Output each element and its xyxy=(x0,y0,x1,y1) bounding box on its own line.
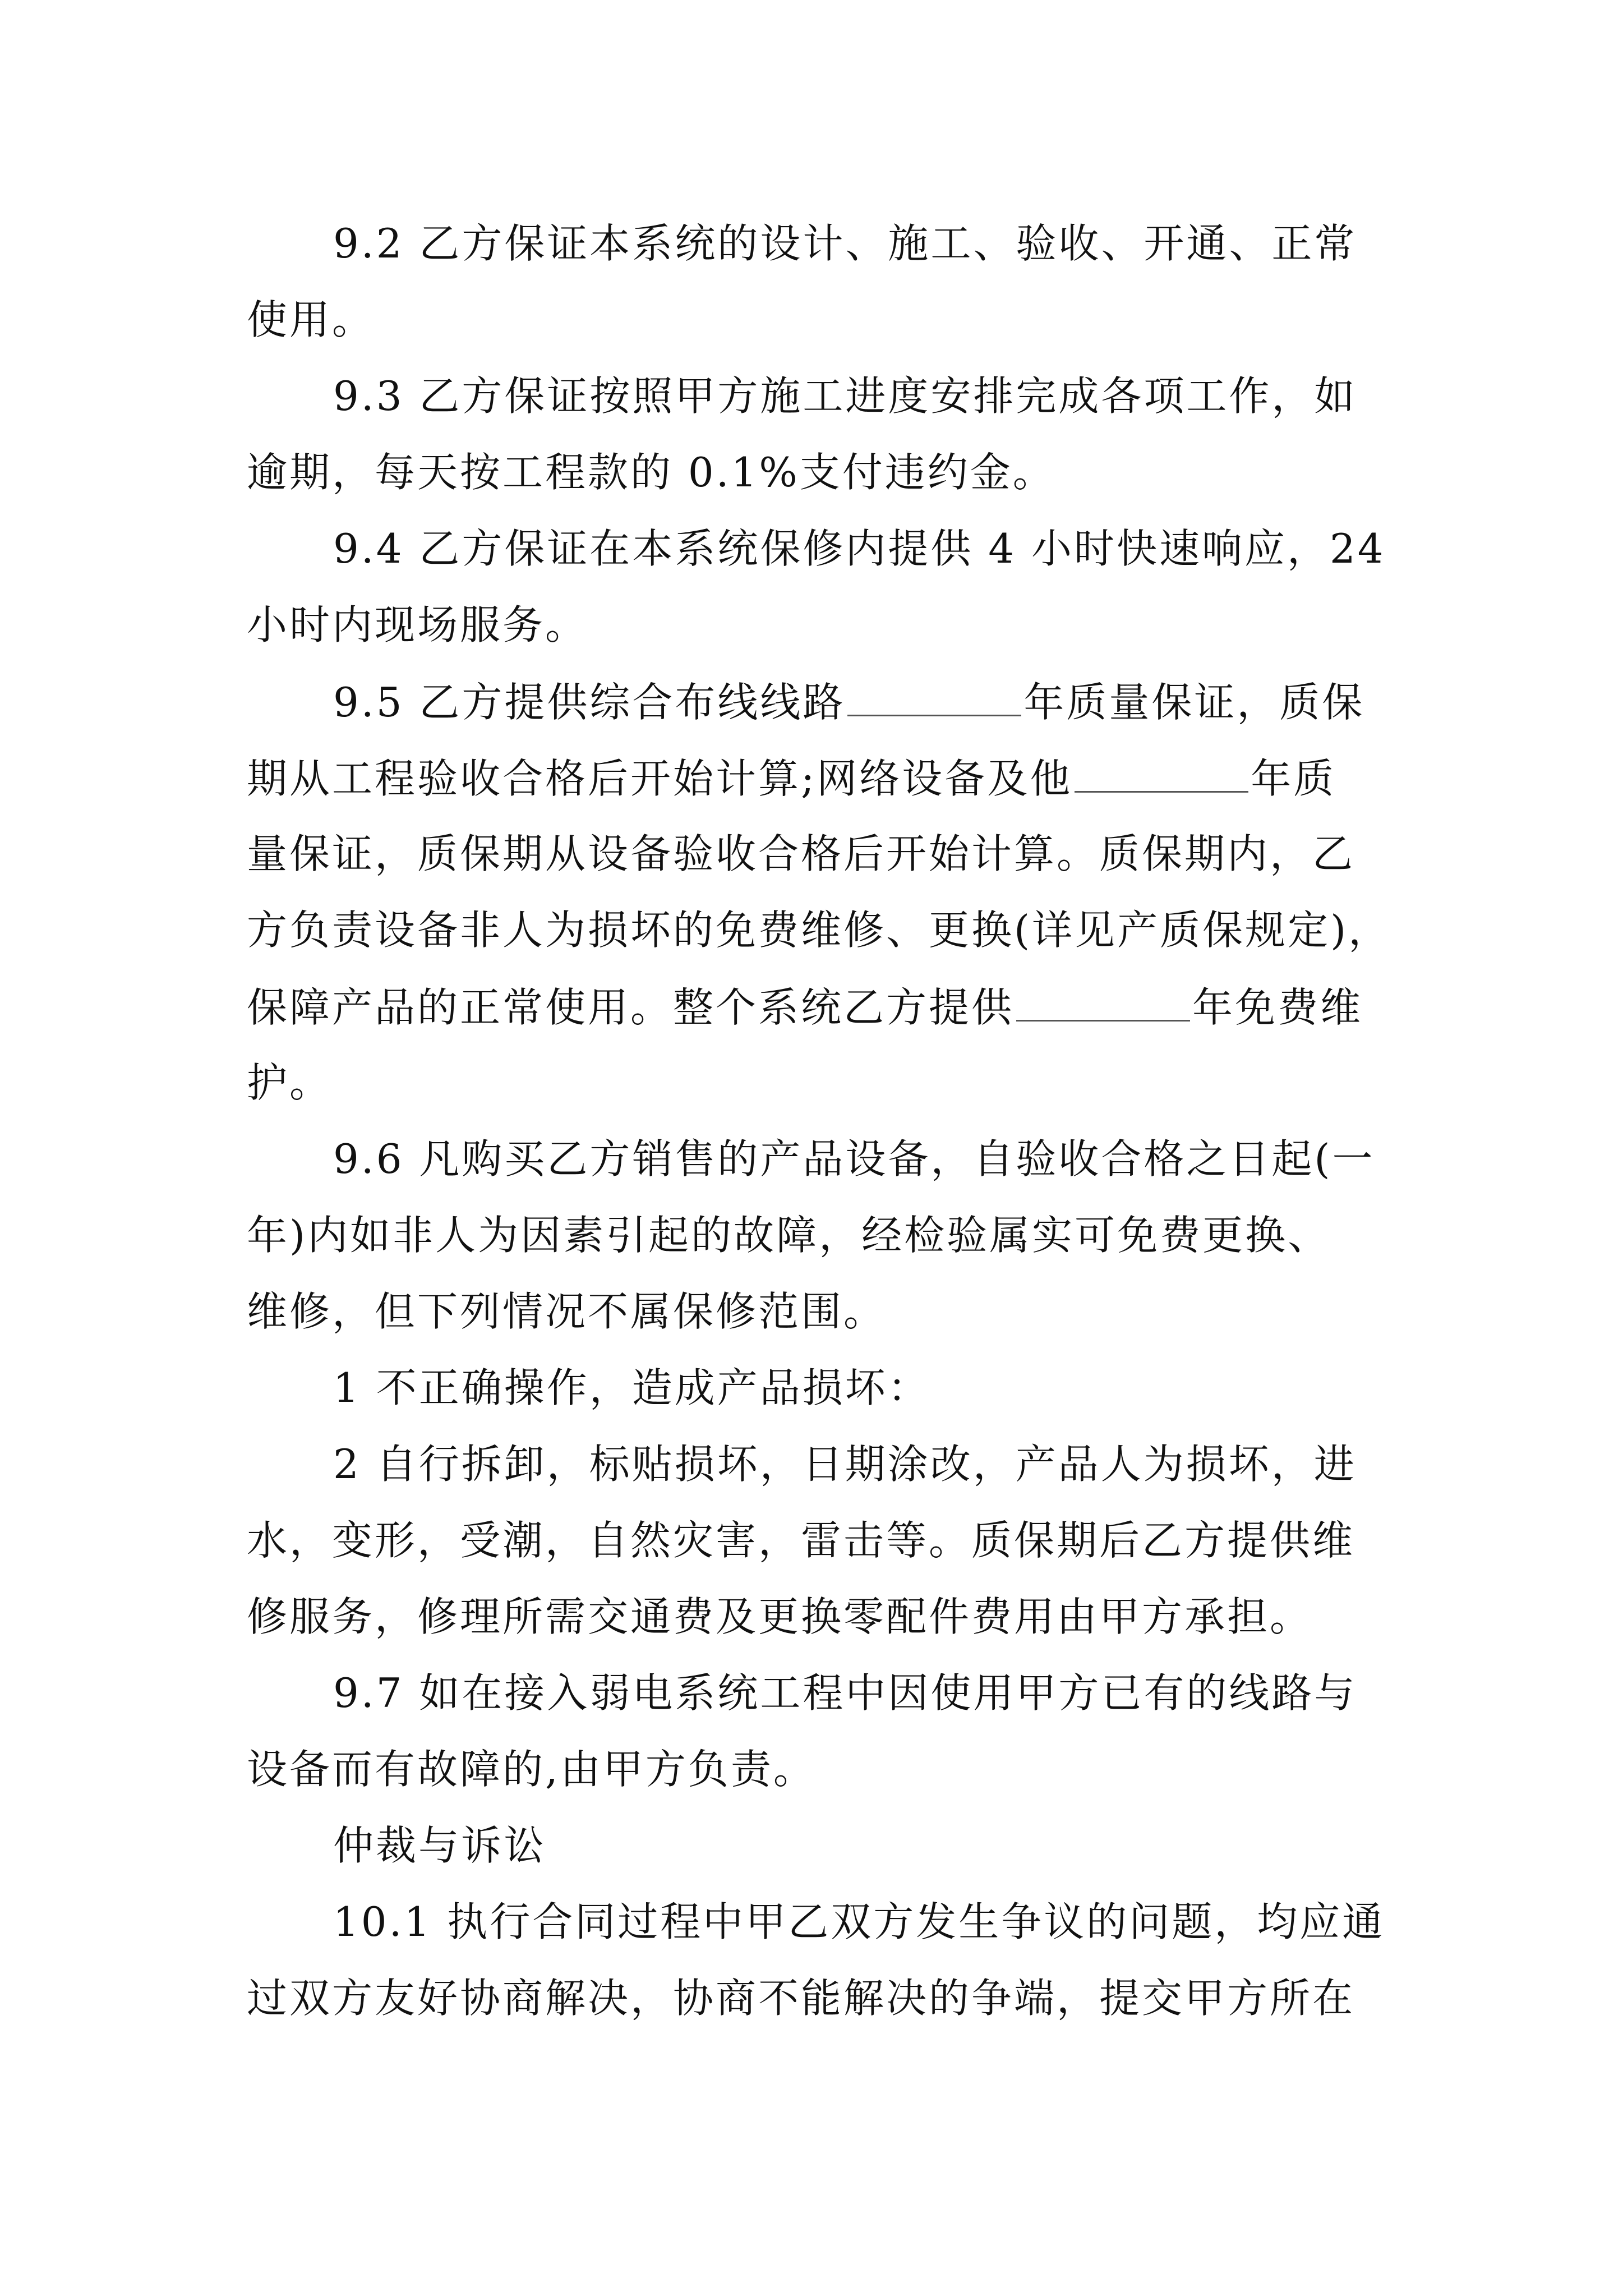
exclusion-item-2-line-2: 水，变形，受潮，自然灾害，雷击等。质保期后乙方提供维 xyxy=(247,1517,1355,1564)
fill-in-blank-cabling-warranty-years[interactable] xyxy=(847,681,1021,716)
exclusion-item-2-line-3: 修服务，修理所需交通费及更换零配件费用由甲方承担。 xyxy=(247,1593,1313,1640)
clause-9-5-line-5 xyxy=(247,984,1363,1031)
clause-9-5-line-3: 量保证，质保期从设备验收合格后开始计算。质保期内，乙 xyxy=(247,830,1355,877)
clause-9-5-line-6: 护。 xyxy=(247,1059,333,1106)
clause-9-5-line-2-text-a: 期从工程验收合格后开始计算;网络设备及他 xyxy=(247,755,1073,802)
clause-9-2-line-2: 使用。 xyxy=(247,296,375,343)
clause-9-6-line-1: 9.6 凡购买乙方销售的产品设备，自验收合格之日起(一 xyxy=(333,1135,1375,1182)
clause-9-6-line-2: 年)内如非人为因素引起的故障，经检验属实可免费更换、 xyxy=(247,1212,1331,1259)
clause-9-5-line-4: 方负责设备非人为损坏的免费维修、更换(详见产质保规定)， xyxy=(247,907,1391,954)
section-heading-arbitration: 仲裁与诉讼 xyxy=(333,1822,547,1869)
fill-in-blank-free-maintenance-years[interactable] xyxy=(1016,986,1190,1022)
clause-9-5-line-5-text-a: 保障产品的正常使用。整个系统乙方提供 xyxy=(247,984,1015,1031)
clause-10-1-line-1: 10.1 执行合同过程中甲乙双方发生争议的问题，均应通 xyxy=(333,1898,1385,1945)
clause-9-2-line-1: 9.2 乙方保证本系统的设计、施工、验收、开通、正常 xyxy=(333,220,1357,267)
fill-in-blank-equipment-warranty-years[interactable] xyxy=(1075,757,1248,793)
clause-9-4-line-2: 小时内现场服务。 xyxy=(247,601,588,648)
clause-9-3-line-1: 9.3 乙方保证按照甲方施工进度安排完成各项工作，如 xyxy=(333,372,1357,420)
exclusion-item-2-line-1: 2 自行拆卸，标贴损坏，日期涂改，产品人为损坏，进 xyxy=(333,1441,1357,1488)
clause-9-5-line-1-text-b: 年质量保证，质保 xyxy=(1023,679,1365,726)
clause-9-5-line-5-text-b: 年免费维 xyxy=(1192,984,1363,1031)
clause-9-7-line-2: 设备而有故障的,由甲方负责。 xyxy=(247,1746,816,1793)
clause-9-5-line-2-text-b: 年质 xyxy=(1251,755,1336,802)
clause-9-3-line-2: 逾期，每天按工程款的 0.1%支付违约金。 xyxy=(247,449,1055,496)
clause-9-6-line-3: 维修，但下列情况不属保修范围。 xyxy=(247,1288,887,1335)
clause-10-1-line-2: 过双方友好协商解决，协商不能解决的争端，提交甲方所在 xyxy=(247,1975,1355,2022)
clause-9-4-line-1: 9.4 乙方保证在本系统保修内提供 4 小时快速响应，24 xyxy=(333,525,1386,572)
clause-9-5-line-1-text-a: 9.5 乙方提供综合布线线路 xyxy=(333,679,846,726)
clause-9-7-line-1: 9.7 如在接入弱电系统工程中因使用甲方已有的线路与 xyxy=(333,1669,1357,1717)
clause-9-5-line-2 xyxy=(247,755,1336,802)
exclusion-item-1: 1 不正确操作，造成产品损坏： xyxy=(333,1364,930,1411)
clause-9-5-line-1 xyxy=(333,679,1365,726)
